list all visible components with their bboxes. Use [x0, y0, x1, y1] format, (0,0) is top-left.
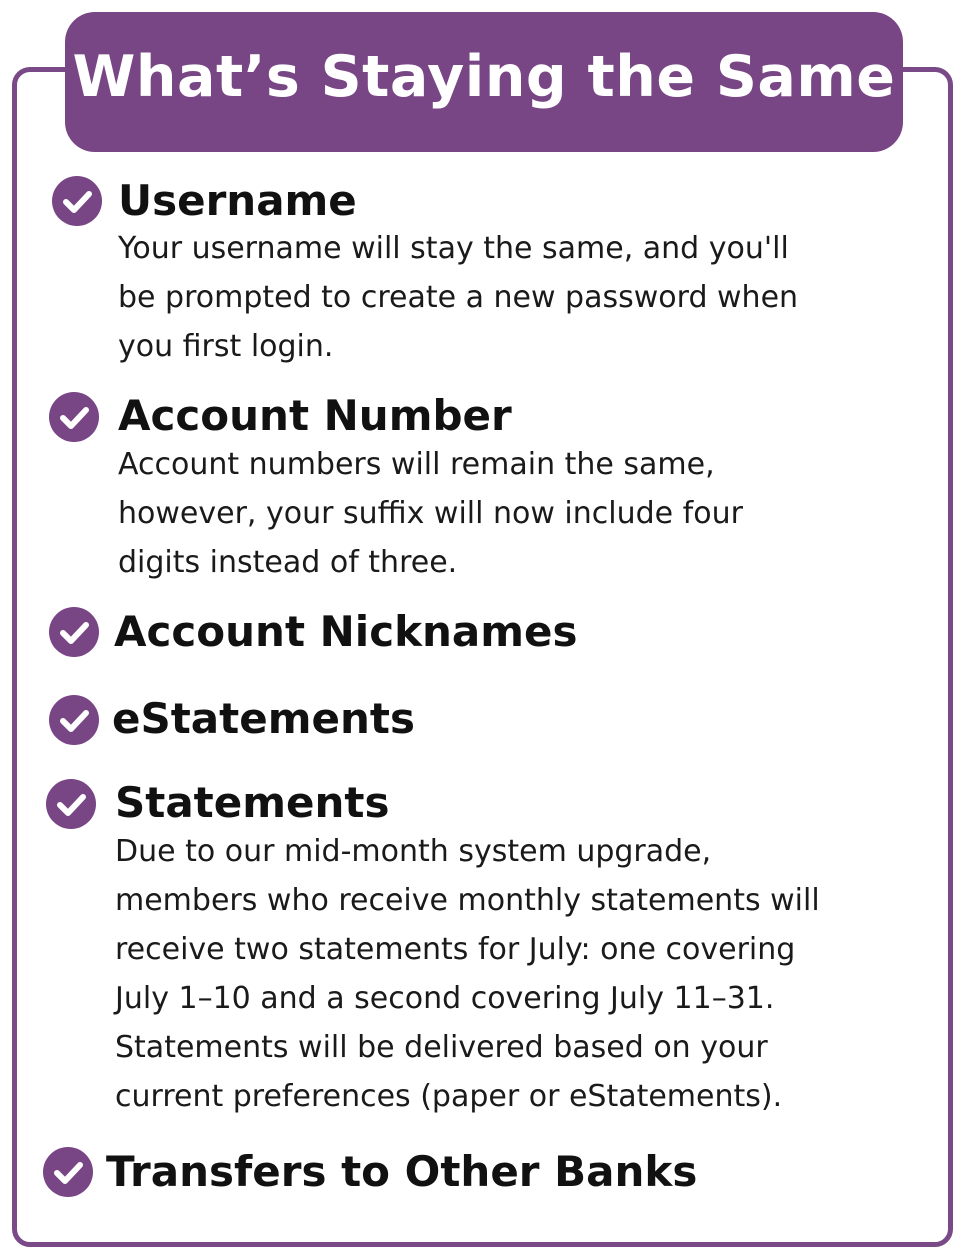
- item-title: Account Number: [118, 391, 512, 440]
- item-description: Your username will stay the same, and you'll be prompted to create a new password when you first login.: [118, 231, 799, 364]
- header-banner: [65, 12, 903, 152]
- item-title: Account Nicknames: [114, 607, 578, 656]
- item-title: Transfers to Other Banks: [106, 1147, 698, 1196]
- item-description: Account numbers will remain the same, however, your suffix will now include four digits instead of three.: [118, 447, 743, 580]
- item-title: eStatements: [112, 694, 415, 743]
- check-circle-icon: [49, 392, 99, 442]
- check-circle-icon: [49, 607, 99, 657]
- item-title: Statements: [115, 778, 390, 827]
- item-description: Due to our mid-month system upgrade, members who receive monthly statements will receive two statements for July: one covering July 1–10 and a second covering July 11–31. Statements will be delivered based on your current preferences (paper or eStatements).: [115, 834, 820, 1114]
- check-circle-icon: [49, 695, 99, 745]
- page-title: What’s Staying the Same: [72, 44, 896, 110]
- check-circle-icon: [52, 176, 102, 226]
- check-circle-icon: [46, 779, 96, 829]
- item-title: Username: [118, 176, 357, 225]
- check-circle-icon: [43, 1147, 93, 1197]
